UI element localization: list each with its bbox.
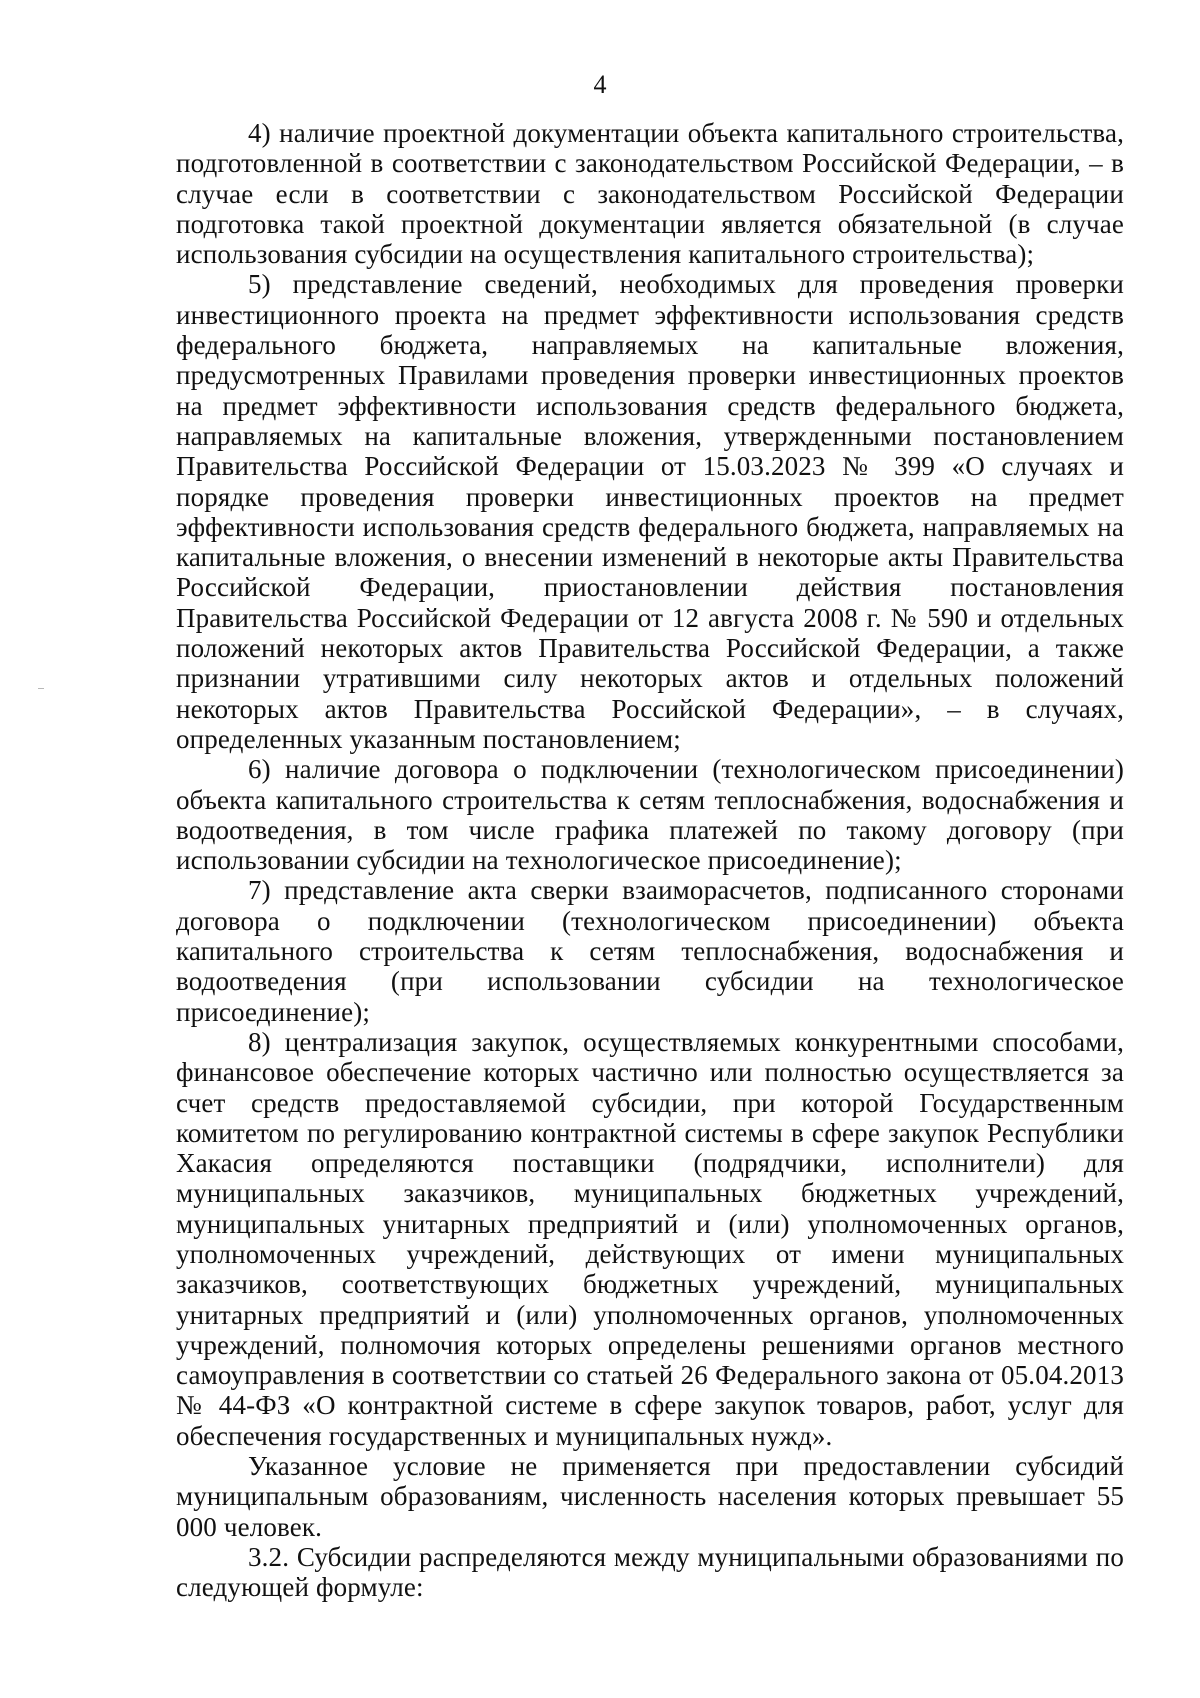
paragraph-item-8: 8) централизация закупок, осуществляемых конкурентными способами, финансовое обеспечение которых частично или полностью осуществляется за счет средств предоставляемой субсидии, при которой Государственным комитетом по регулированию контрактной системы в сфере закупок Республики Хакасия определяются поставщики (подрядчики, исполнители) для муниципальных заказчиков, муниципальных бюджетных учреждений, муниципальных унитарных предприятий и (или) уполномоченных органов, уполномоченных учреждений, действующих от имени муниципальных заказчиков, соответствующих бюджетных учреждений, муниципальных унитарных предприятий и (или) уполномоченных органов, уполномоченных учреждений, полномочия которых определены решениями органов местного самоуправления в соответствии со статьей 26 Федерального закона от 05.04.2013 № 44-ФЗ «О контрактной системе в сфере закупок товаров, работ, услуг для обеспечения государственных и муниципальных нужд». [176, 1026, 1124, 1451]
paragraph-item-4: 4) наличие проектной документации объекта капитального строительства, подготовленной в соответствии с законодательством Российской Федерации, – в случае если в соответствии с законодательством Российской Федерации подготовка такой проектной документации является обязательной (в случае использования субсидии на осуществления капитального строительства); [176, 118, 1124, 270]
document-body [176, 118, 1124, 1603]
scan-edge-mark [38, 688, 44, 689]
paragraph-item-5: 5) представление сведений, необходимых для проведения проверки инвестиционного проекта на предмет эффективности использования средств федерального бюджета, направляемых на капитальные вложения, предусмотренных Правилами проведения проверки инвестиционных проектов на предмет эффективности использования средств федерального бюджета, направляемых на капитальные вложения, утвержденными постановлением Правительства Российской Федерации от 15.03.2023 № 399 «О случаях и порядке проведения проверки инвестиционных проектов на предмет эффективности использования средств федерального бюджета, направляемых на капитальные вложения, о внесении изменений в некоторые акты Правительства Российской Федерации, приостановлении действия постановления Правительства Российской Федерации от 12 августа 2008 г. № 590 и отдельных положений некоторых актов Правительства Российской Федерации, а также признании утратившими силу некоторых актов и отдельных положений некоторых актов Правительства Российской Федерации», – в случаях, определенных указанным постановлением; [176, 269, 1124, 754]
paragraph-item-7: 7) представление акта сверки взаиморасчетов, подписанного сторонами договора о подключении (технологическом присоединении) объекта капитального строительства к сетям теплоснабжения, водоснабжения и водоотведения (при использовании субсидии на технологическое присоединение); [176, 875, 1124, 1027]
paragraph-item-6: 6) наличие договора о подключении (технологическом присоединении) объекта капитального строительства к сетям теплоснабжения, водоснабжения и водоотведения, в том числе графика платежей по такому договору (при использовании субсидии на технологическое присоединение); [176, 754, 1124, 876]
page-number: 4 [593, 70, 607, 99]
paragraph-exception: Указанное условие не применяется при предоставлении субсидий муниципальным образованиям, численность населения которых превышает 55 000 человек. [176, 1451, 1124, 1542]
paragraph-3-2: 3.2. Субсидии распределяются между муниципальными образованиями по следующей формуле: [176, 1541, 1124, 1603]
